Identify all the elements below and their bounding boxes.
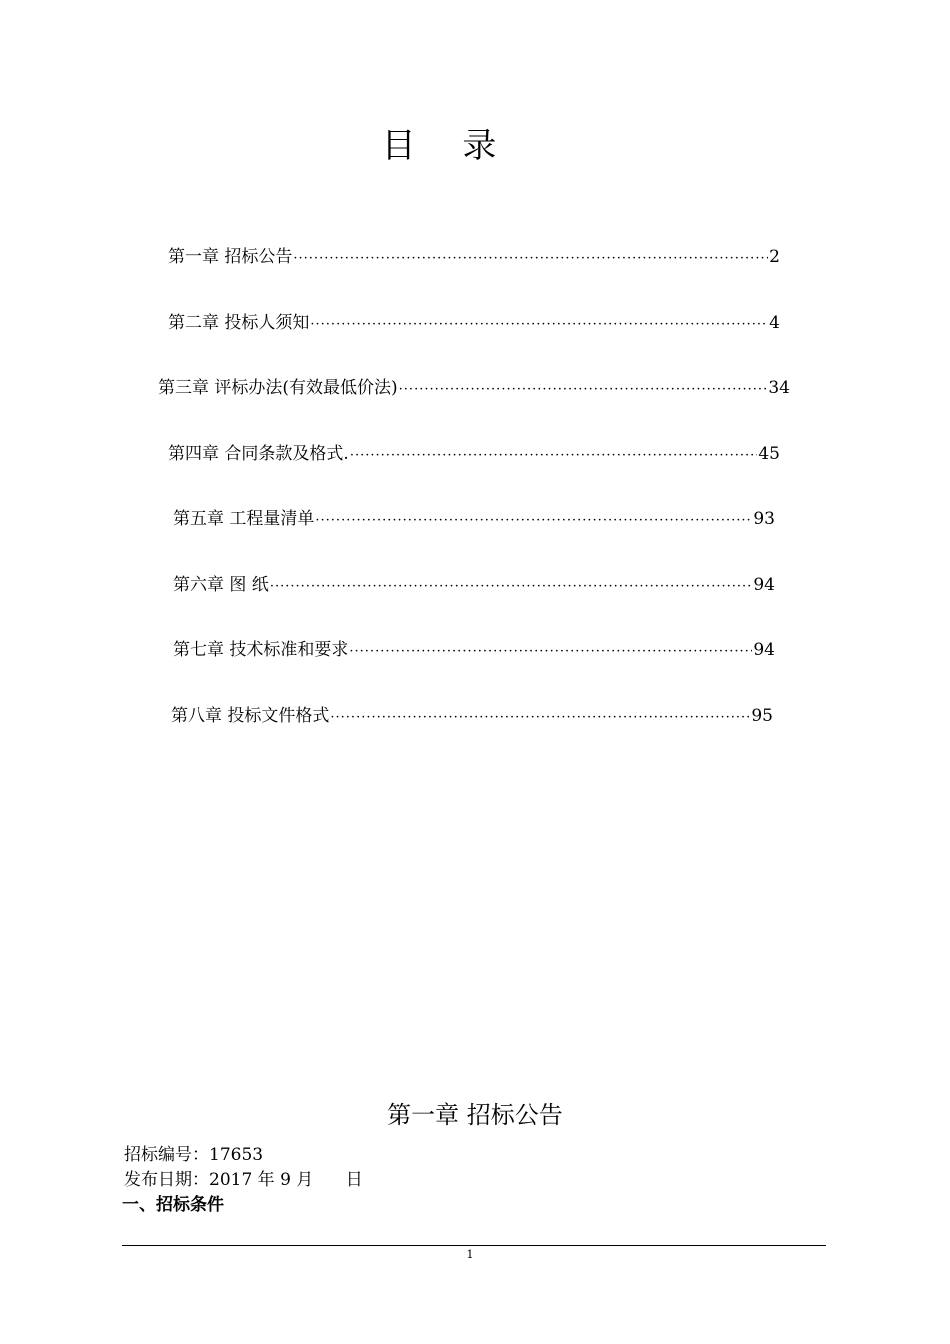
toc-leader-dots	[349, 641, 752, 663]
toc-leader-dots	[270, 576, 753, 598]
toc-title: 目 录	[381, 126, 515, 166]
toc-entry-page: 4	[769, 313, 780, 333]
toc-entry-chapter-8[interactable]	[171, 705, 773, 729]
toc-entry-page: 93	[753, 509, 775, 529]
toc-leader-dots	[399, 379, 768, 401]
bid-number: 招标编号：17653	[124, 1145, 264, 1165]
toc-entry-label: 第四章 合同条款及格式.	[168, 444, 349, 464]
toc-entry-chapter-3[interactable]	[158, 377, 790, 401]
publish-date: 发布日期：2017 年 9 月 日	[124, 1170, 363, 1190]
toc-entry-page: 95	[751, 706, 773, 726]
toc-entry-chapter-5[interactable]	[173, 508, 775, 532]
toc-entry-label: 第六章 图 纸	[173, 575, 269, 595]
footer-divider	[122, 1245, 826, 1246]
toc-leader-dots	[293, 248, 768, 270]
toc-entry-page: 45	[758, 444, 780, 464]
toc-entry-chapter-7[interactable]	[173, 639, 775, 663]
toc-entry-label: 第三章 评标办法(有效最低价法)	[158, 378, 398, 398]
toc-entry-chapter-6[interactable]	[173, 574, 775, 598]
toc-leader-dots	[310, 314, 768, 336]
page-number: 1	[466, 1248, 474, 1261]
toc-leader-dots	[330, 707, 750, 729]
toc-entry-label: 第五章 工程量清单	[173, 509, 315, 529]
section-heading: 一、招标条件	[122, 1195, 224, 1215]
toc-entry-chapter-4[interactable]	[168, 443, 780, 467]
toc-leader-dots	[350, 445, 758, 467]
toc-entry-label: 第八章 投标文件格式	[171, 706, 330, 726]
toc-entry-chapter-2[interactable]	[168, 312, 780, 336]
toc-entry-page: 94	[753, 575, 775, 595]
toc-entry-label: 第七章 技术标准和要求	[173, 640, 349, 660]
toc-entry-label: 第二章 投标人须知	[168, 313, 310, 333]
toc-entry-page: 2	[769, 247, 780, 267]
toc-entry-chapter-1[interactable]	[168, 246, 780, 270]
chapter-heading: 第一章 招标公告	[387, 1101, 563, 1129]
toc-entry-page: 94	[753, 640, 775, 660]
toc-entry-page: 34	[768, 378, 790, 398]
toc-leader-dots	[315, 510, 752, 532]
toc-entry-label: 第一章 招标公告	[168, 247, 293, 267]
